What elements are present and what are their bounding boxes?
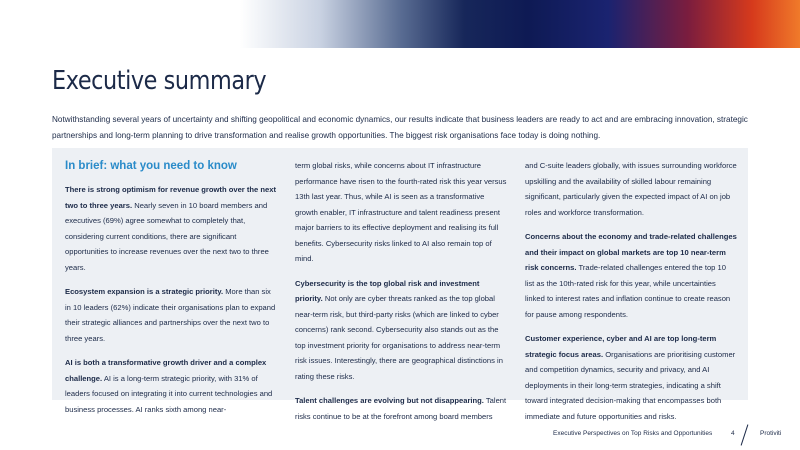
footer-page-number: 4 bbox=[731, 430, 735, 437]
brief-paragraph bbox=[525, 229, 737, 322]
page-footer bbox=[0, 428, 800, 442]
brief-title: In brief: what you need to know bbox=[65, 160, 237, 172]
brief-paragraph-lead: Talent challenges are evolving but not disappearing. bbox=[295, 396, 484, 405]
brief-paragraph-lead: There is strong optimism for revenue growth over the next two to three years. bbox=[65, 185, 276, 210]
brief-paragraph bbox=[295, 393, 507, 424]
brief-column-3 bbox=[525, 158, 737, 433]
brief-paragraph-lead: AI is both a transformative growth driver and a complex challenge. bbox=[65, 358, 267, 383]
page-title: Executive summary bbox=[52, 66, 267, 96]
brief-paragraph-lead: Ecosystem expansion is a strategic priority. bbox=[65, 287, 224, 296]
brief-paragraph-body: Trade-related challenges entered the top 10 list as the 10th-rated risk for this year, while uncertainties linked to interest rates and inflation continue to create reason for pause among respondents. bbox=[525, 263, 731, 319]
brief-col1-paras bbox=[65, 182, 277, 417]
brief-paragraph-body: and C-suite leaders globally, with issues surrounding workforce upskilling and the availability of skilled labour remaining significant, particularly given the expected impact of AI on job roles and workforce transformation. bbox=[525, 161, 737, 217]
footer-report-title: Executive Perspectives on Top Risks and Opportunities bbox=[553, 430, 713, 437]
footer-divider bbox=[741, 424, 749, 445]
brief-column-1 bbox=[65, 158, 277, 426]
intro-paragraph: Notwithstanding several years of uncertainty and shifting geopolitical and economic dynamics, our results indicate that business leaders are ready to act and are embracing innovation, strategic partnerships and long-term planning to drive transformation and realise growth opportunities. The biggest risk organisations face today is doing nothing. bbox=[52, 115, 748, 140]
brief-paragraph-body: More than six in 10 leaders (62%) indicate their organisations plan to expand their strategic alliances and partnerships over the next two to three years. bbox=[65, 287, 276, 343]
brief-paragraph bbox=[65, 355, 277, 417]
brief-paragraph-body: Talent risks continue to be at the forefront among board members bbox=[295, 396, 507, 421]
brief-paragraph-lead: Concerns about the economy and trade-related challenges and their impact on global markets are top 10 near-term risk concerns. bbox=[525, 232, 737, 272]
brief-paragraph bbox=[525, 331, 737, 424]
brief-paragraph-lead: Customer experience, cyber and AI are top long-term strategic focus areas. bbox=[525, 334, 717, 359]
brief-paragraph-body: AI is a long-term strategic priority, with 31% of leaders focused on integrating it into current technologies and business processes. AI ranks sixth among near- bbox=[65, 373, 273, 414]
brief-paragraph bbox=[65, 182, 277, 275]
brief-paragraph bbox=[65, 284, 277, 346]
brief-paragraph-body: Organisations are prioritising customer and competition dynamics, security and privacy, and AI deployments in their long-term strategies, indicating a shift toward integrated decision-making that encompasses both immediate and future opportunities and risks. bbox=[525, 349, 736, 421]
brief-paragraph-body: term global risks, while concerns about IT infrastructure performance have risen to the fourth-rated risk this year versus 13th last year. Thus, while AI is seen as a transformative growth enabler, IT infrastructure and talent readiness present major barriers to its effective deployment and realising its full benefits. Cybersecurity risks linked to AI also remain top of mind. bbox=[295, 161, 507, 263]
brief-paragraph-body: Nearly seven in 10 board members and executives (69%) agree somewhat to completely that, considering current conditions, there are significant opportunities to increase revenues over the next two to three years. bbox=[65, 200, 269, 272]
brief-paragraph-lead: Cybersecurity is the top global risk and investment priority. bbox=[295, 278, 480, 303]
brief-paragraph bbox=[295, 276, 507, 385]
in-brief-panel bbox=[52, 148, 748, 421]
brief-column-2 bbox=[295, 158, 507, 433]
header-gradient-band bbox=[0, 0, 800, 48]
brief-paragraph bbox=[295, 158, 507, 267]
footer-brand-name: Protiviti bbox=[760, 430, 782, 437]
brief-paragraph bbox=[525, 158, 737, 220]
brief-paragraph-body: Not only are cyber threats ranked as the top global near-term risk, but third-party risks (which are linked to cyber concerns) rank second. Cybersecurity also stands out as the top investment priority for organisations to address near-term risk issues. Interestingly, there are geographical distinctions in rating these risks. bbox=[295, 294, 503, 381]
brief-col2-paras bbox=[295, 158, 507, 424]
brief-col3-paras bbox=[525, 158, 737, 424]
